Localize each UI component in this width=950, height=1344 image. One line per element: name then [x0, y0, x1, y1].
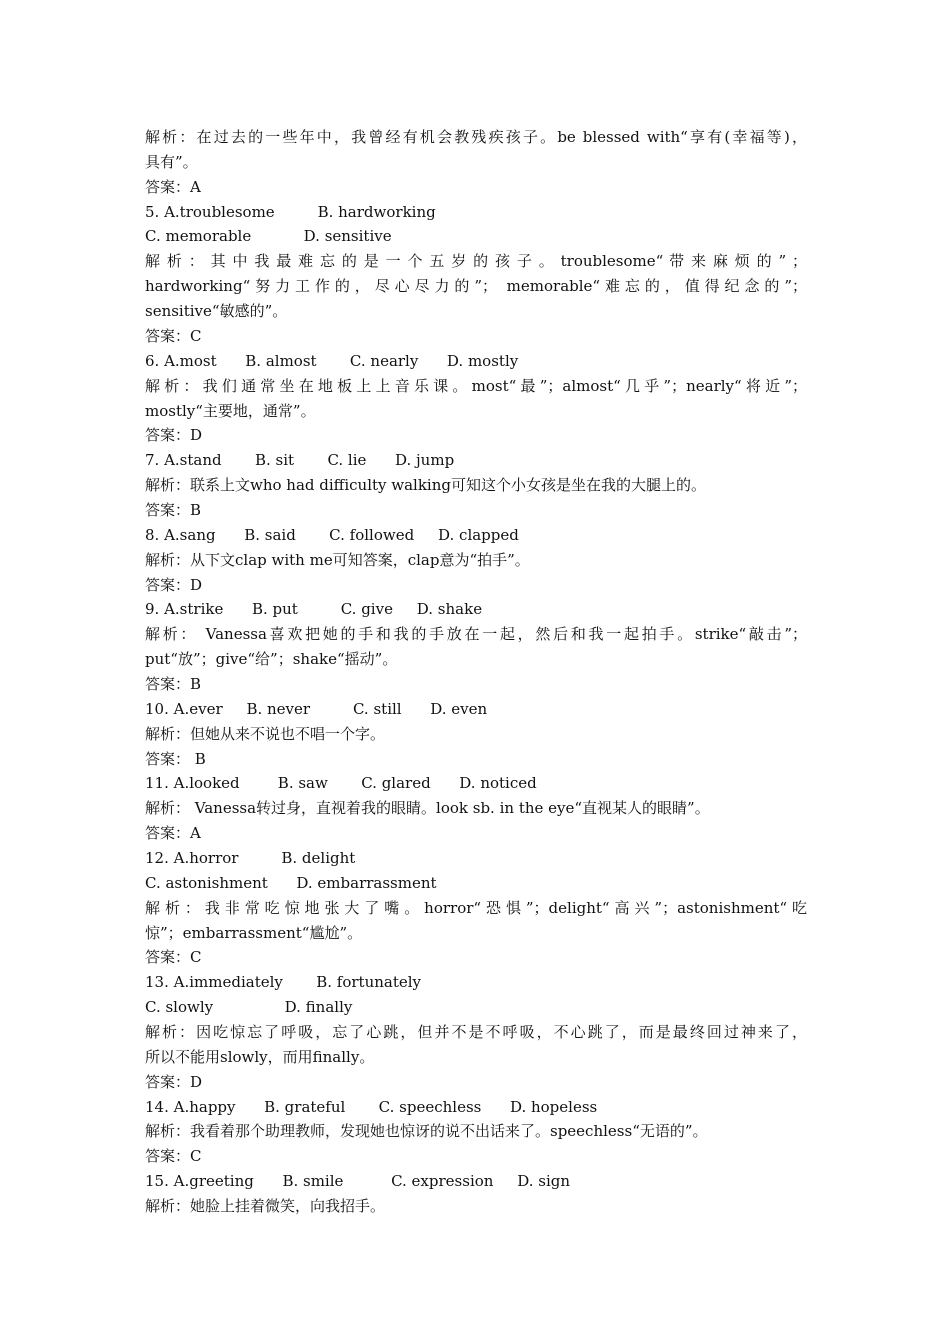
text-line: 惊”；embarrassment“尴尬”。 [145, 923, 363, 942]
text-line: 解析： Vanessa转过身，直视着我的眼睛。look sb. in the eye“直视某人的眼睛”。 [145, 799, 710, 818]
text-line: 解析：从下文clap with me可知答案，clap意为“拍手”。 [145, 550, 530, 569]
text-line: put“放”；give“给”；shake“摇动”。 [145, 650, 398, 669]
text-line: 解析：在过去的一些年中，我曾经有机会教残疾孩子。be blessed with“享有(幸福等)， [145, 128, 807, 146]
text-line: 15. A.greeting B. smile C. expression D. sign [145, 1172, 571, 1191]
text-line: 答案：A [145, 177, 201, 196]
text-line: 9. A.strike B. put C. give D. shake [145, 600, 483, 619]
text-line: 答案：C [145, 326, 202, 345]
text-line: 所以不能用slowly，而用finally。 [145, 1047, 375, 1066]
text-line: 解析：但她从来不说也不唱一个字。 [145, 724, 386, 743]
text-line: 8. A.sang B. said C. followed D. clapped [145, 525, 519, 544]
text-line: 解 析 ： 其 中 我 最 难 忘 的 是 一 个 五 岁 的 孩 子 。 troublesome“ 带 来 麻 烦 的 ” ； [145, 252, 807, 271]
text-line: 14. A.happy B. grateful C. speechless D. hopeless [145, 1097, 598, 1116]
text-line: 11. A.looked B. saw C. glared D. noticed [145, 774, 537, 793]
text-line: 答案：D [145, 426, 203, 445]
text-line: 解析：联系上文who had difficulty walking可知这个小女孩是坐在我的大腿上的。 [145, 476, 706, 494]
text-line: 答案： B [145, 749, 206, 768]
text-line: 解析：她脸上挂着微笑，向我招手。 [145, 1197, 386, 1215]
text-line: 解析：因吃惊忘了呼吸，忘了心跳，但并不是不呼吸，不心跳了，而是最终回过神来了， [145, 1023, 807, 1041]
text-line: 10. A.ever B. never C. still D. even [145, 699, 488, 718]
text-line: 解析：我看着那个助理教师，发现她也惊讶的说不出话来了。speechless“无语的”。 [145, 1122, 708, 1141]
text-line: 12. A.horror B. delight [145, 848, 356, 867]
text-line: 答案：A [145, 824, 201, 843]
text-line: mostly“主要地，通常”。 [145, 401, 316, 420]
text-line: 解析： Vanessa喜欢把她的手和我的手放在一起，然后和我一起拍手。strike“敲击”； [145, 625, 807, 644]
text-line: 答案：B [145, 500, 202, 519]
text-line: 5. A.troublesome B. hardworking [145, 202, 436, 221]
text-line: 6. A.most B. almost C. nearly D. mostly [145, 351, 519, 370]
text-line: 答案：B [145, 674, 202, 693]
text-line: C. astonishment D. embarrassment [145, 873, 437, 892]
text-line: 答案：C [145, 948, 202, 967]
text-line: hardworking“努力工作的，尽心尽力的”； memorable“难忘的，值得纪念的”； [145, 277, 807, 296]
text-line: C. slowly D. finally [145, 998, 353, 1017]
text-line: sensitive“敏感的”。 [145, 302, 288, 320]
text-line: 答案：D [145, 1072, 203, 1091]
text-line: 7. A.stand B. sit C. lie D. jump [145, 451, 455, 470]
text-line: 解析：我们通常坐在地板上上音乐课。most“最”；almost“几乎”；nearly“将近”； [145, 376, 807, 395]
text-line: 答案：C [145, 1147, 202, 1166]
text-line: 具有”。 [145, 152, 198, 171]
text-line: 13. A.immediately B. fortunately [145, 973, 422, 992]
text-line: 解析：我非常吃惊地张大了嘴。horror“恐惧”；delight“高兴”；astonishment“吃 [145, 898, 807, 917]
text-line: 答案：D [145, 575, 203, 594]
text-line: C. memorable D. sensitive [145, 227, 392, 246]
